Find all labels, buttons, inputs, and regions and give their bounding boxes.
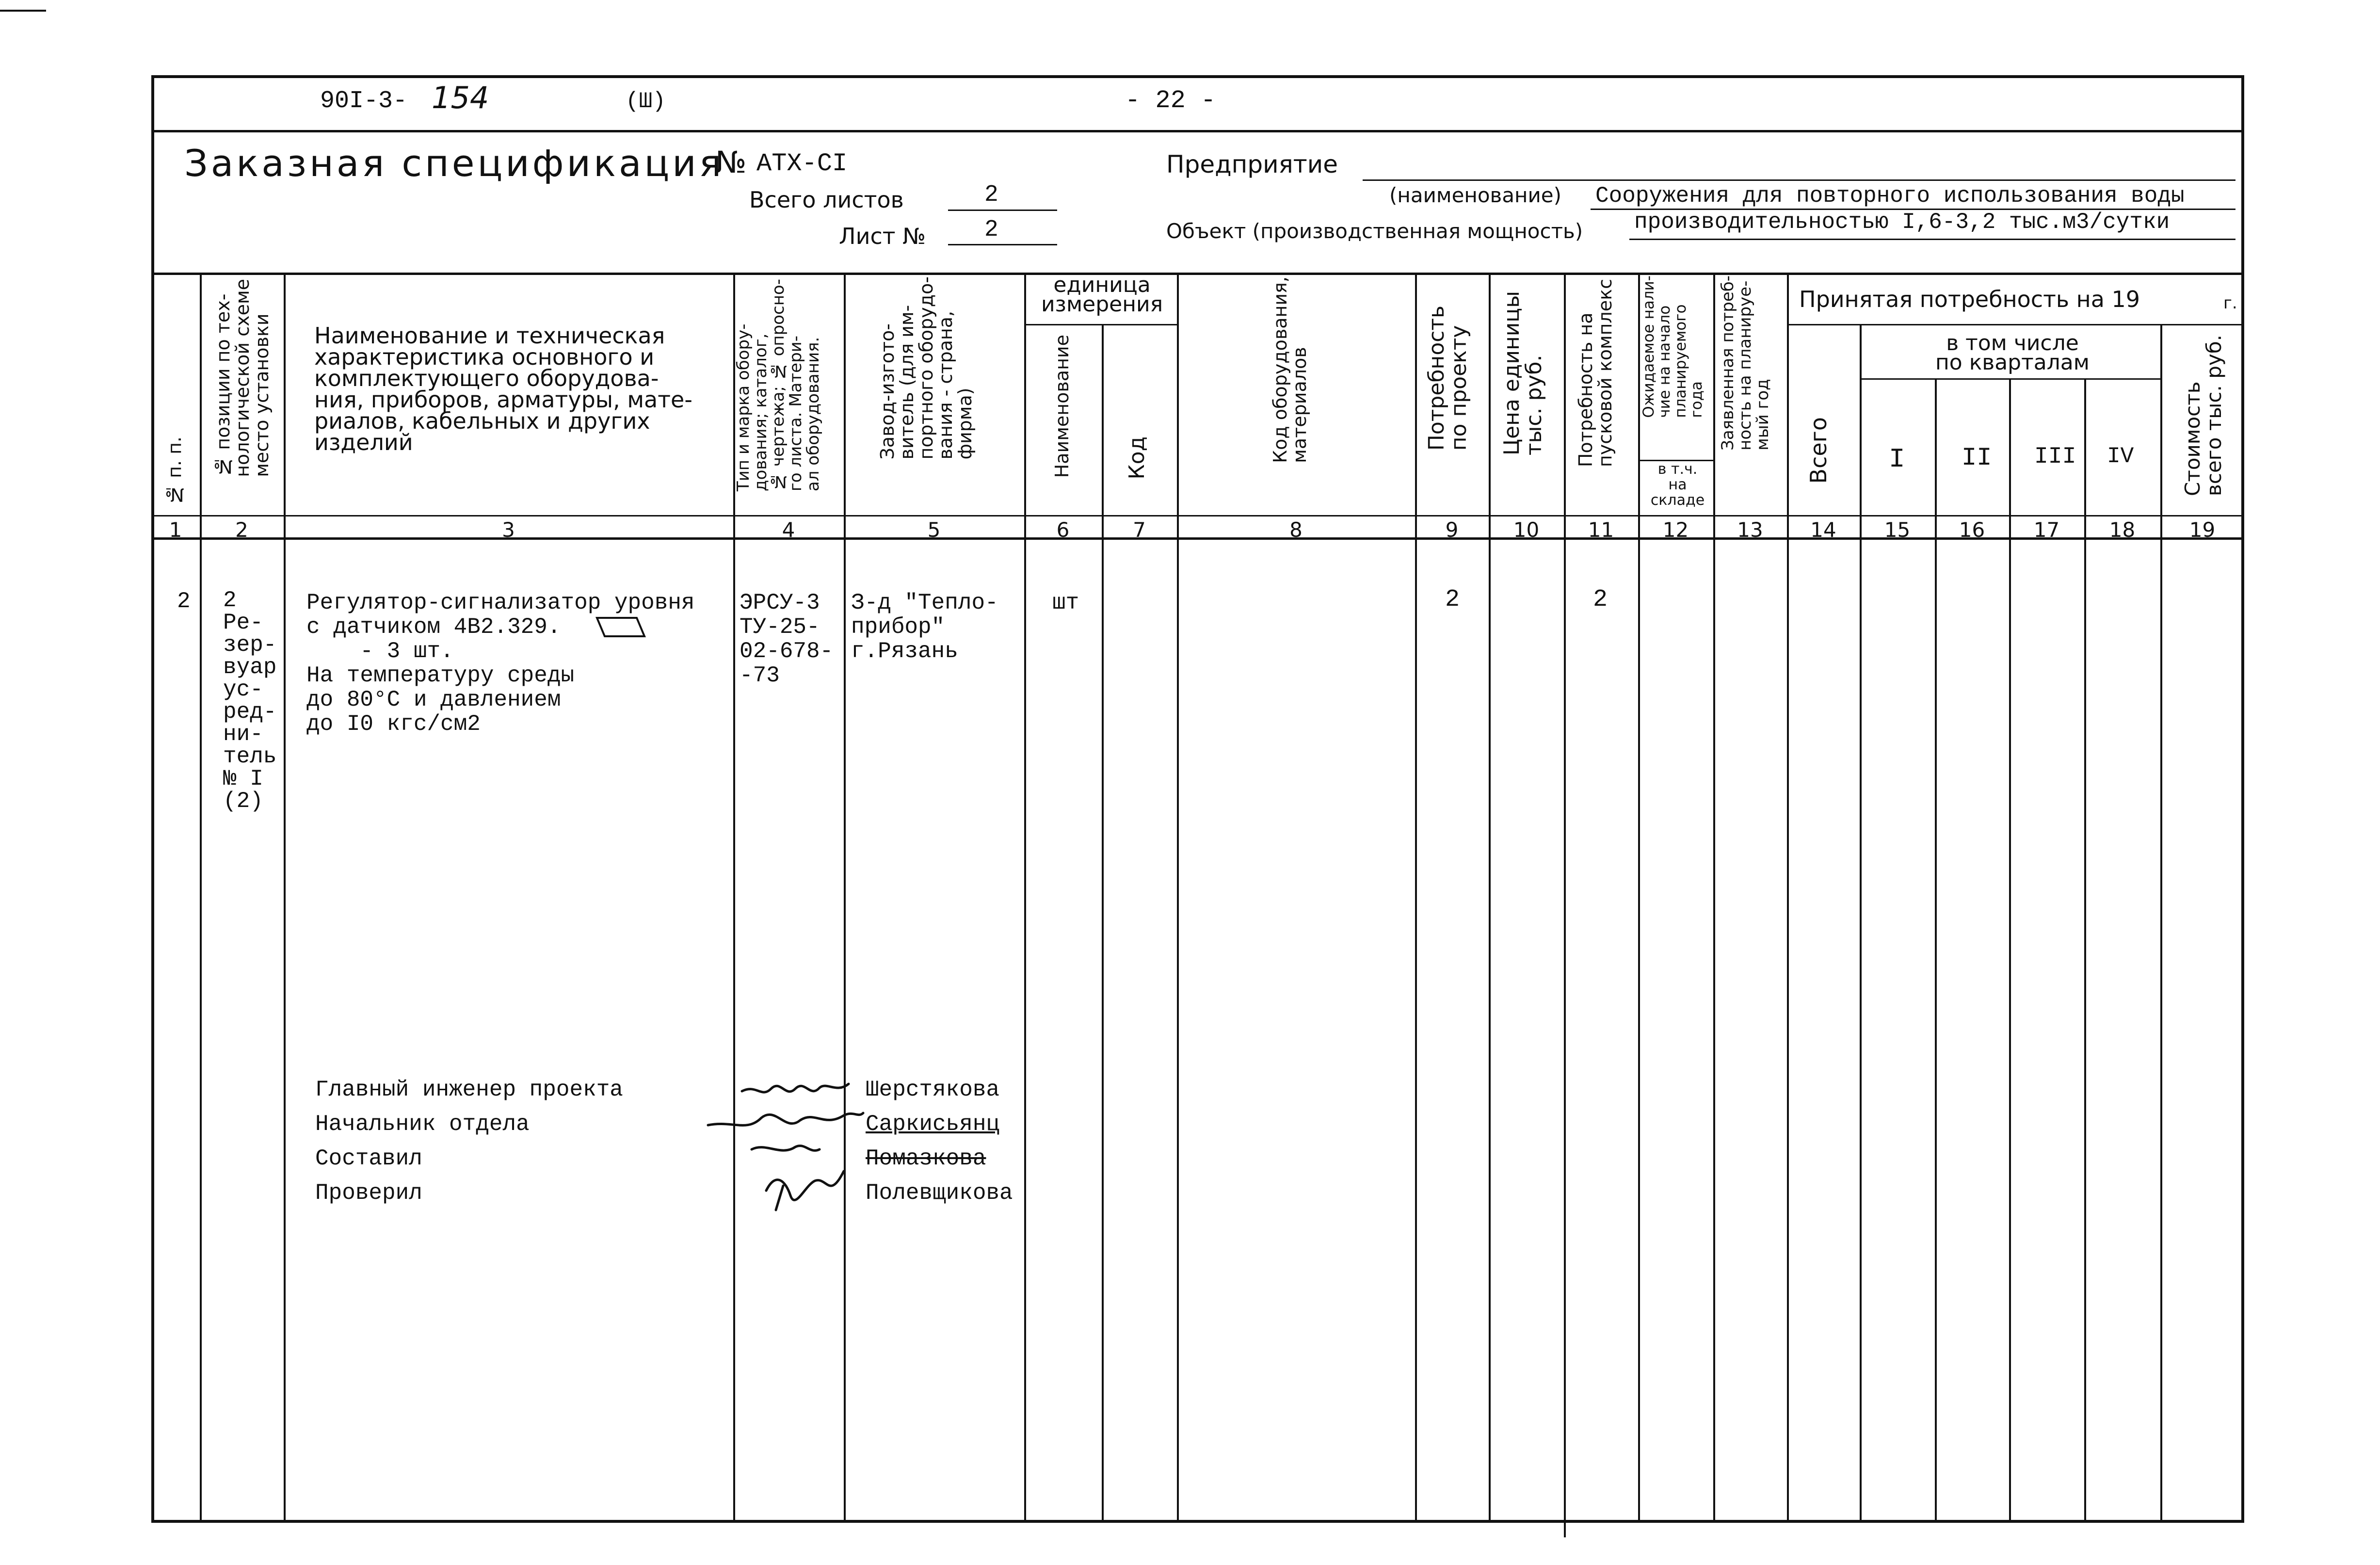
colnum-top bbox=[151, 515, 2244, 516]
col-line bbox=[1935, 378, 1937, 1523]
row-need-project: 2 bbox=[1445, 586, 1460, 613]
col-2-label: № позиции по тех- нологической схеме место установки bbox=[212, 279, 273, 477]
row-type: ЭРСУ-3 ТУ-25- 02-678- -73 bbox=[740, 590, 834, 688]
colnum-7: 7 bbox=[1133, 518, 1146, 542]
spec-number-label: № bbox=[715, 145, 747, 180]
colnum-6: 6 bbox=[1056, 518, 1070, 542]
unit-group-label: единица измерения bbox=[1041, 273, 1163, 317]
handwritten-signatures bbox=[703, 1065, 868, 1225]
col-line bbox=[1787, 273, 1789, 1523]
col-14-label: Всего bbox=[1805, 417, 1832, 484]
total-sheets-label: Всего листов bbox=[749, 187, 904, 213]
enterprise-label: Предприятие bbox=[1166, 150, 1338, 178]
col-13-label: Заявленная потреб- ность на планируе- мый год bbox=[1718, 275, 1772, 451]
colnum-14: 14 bbox=[1810, 518, 1836, 542]
table-top bbox=[151, 273, 2244, 275]
header-divider bbox=[151, 130, 2244, 132]
col-line bbox=[2009, 378, 2011, 1523]
col-6-label: Наименование bbox=[1051, 335, 1073, 478]
colnum-5: 5 bbox=[927, 518, 941, 542]
total-sheets-underline bbox=[948, 210, 1057, 211]
doc-code: 90I-3- bbox=[320, 87, 408, 115]
sign-name-4: Полевщикова bbox=[866, 1180, 1013, 1206]
col-line bbox=[1489, 273, 1491, 1523]
colnum-10: 10 bbox=[1513, 518, 1540, 542]
col-line bbox=[1564, 273, 1566, 1523]
colnum-12: 12 bbox=[1662, 518, 1689, 542]
sign-role-4: Проверил bbox=[315, 1180, 422, 1206]
col-line bbox=[844, 273, 846, 1523]
bottom-tick bbox=[1564, 1508, 1566, 1537]
col-line bbox=[2084, 378, 2086, 1523]
row-maker: З-д "Тепло- прибор" г.Рязань bbox=[851, 590, 998, 664]
sign-name-3: Помазкова bbox=[866, 1146, 986, 1171]
object-label: Объект (производственная мощность) bbox=[1166, 219, 1583, 243]
colnum-8: 8 bbox=[1289, 518, 1303, 542]
col-1-label: № п. п. bbox=[164, 436, 185, 506]
col-line bbox=[1177, 273, 1179, 1523]
col-19-label: Стоимость всего тыс. руб. bbox=[2181, 335, 2226, 496]
sheet-underline bbox=[948, 244, 1057, 245]
colnum-11: 11 bbox=[1588, 518, 1614, 542]
col-line bbox=[284, 273, 286, 1523]
spec-title: Заказная спецификация bbox=[184, 142, 724, 185]
enterprise-value: Сооружения для повторного использования воды bbox=[1595, 183, 2185, 209]
col-4-label: Тип и марка обору- дования; каталог, № чертежа; № опросно- го листа. Матери- ал оборудования. bbox=[734, 279, 823, 492]
row-name: Регулятор-сигнализатор уровня с датчиком 4В2.329. - 3 шт. На температуру среды до 80°С и давлением до I0 кгс/см2 bbox=[306, 590, 695, 737]
row-position: 2 Ре- зер- вуар ус- ред- ни- тель № I (2) bbox=[223, 588, 277, 814]
sign-role-3: Составил bbox=[315, 1146, 422, 1171]
row-need-launch: 2 bbox=[1593, 586, 1608, 613]
col-16-label: II bbox=[1962, 444, 1992, 472]
page-number: - 22 - bbox=[1125, 86, 1216, 115]
quarters-line bbox=[1860, 378, 2160, 380]
col-3-label: Наименование и техническая характеристика основного и комплектующего оборудова- ния, приборов, арматуры, мате- риалов, кабельных и других изделий bbox=[314, 323, 692, 455]
parallelogram-mark-icon bbox=[594, 615, 647, 639]
doc-code-handwritten: 154 bbox=[432, 80, 489, 115]
col-line bbox=[1713, 273, 1715, 1523]
colnum-2: 2 bbox=[235, 518, 248, 542]
object-underline bbox=[1629, 239, 2235, 240]
col-10-label: Цена единицы тыс. руб. bbox=[1499, 291, 1546, 456]
col-line bbox=[2160, 324, 2162, 1523]
enterprise-underline bbox=[1363, 179, 2235, 181]
colnum-15: 15 bbox=[1884, 518, 1911, 542]
object-value: производительностью I,6-3,2 тыс.м3/сутки bbox=[1634, 210, 2170, 235]
enterprise-hint: (наименование) bbox=[1389, 183, 1562, 207]
col-12-label: Ожидаемое нали- чие на начало планируемого года bbox=[1640, 275, 1705, 418]
sheet-label: Лист № bbox=[839, 223, 926, 249]
colnum-3: 3 bbox=[502, 518, 515, 542]
sign-role-2: Начальник отдела bbox=[315, 1112, 530, 1137]
corner-mark bbox=[0, 10, 46, 12]
accepted-label: Принятая потребность на 19 bbox=[1799, 286, 2140, 312]
total-sheets: 2 bbox=[984, 182, 998, 208]
colnum-19: 19 bbox=[2189, 518, 2216, 542]
accepted-suffix: г. bbox=[2223, 293, 2237, 313]
col-5-label: Завод-изгото- витель (для им- портного оборудо- вания - страна, фирма) bbox=[877, 276, 976, 460]
row-num: 2 bbox=[177, 589, 191, 614]
col-11-label: Потребность на пусковой комплекс bbox=[1575, 279, 1616, 468]
colnum-13: 13 bbox=[1737, 518, 1763, 542]
col-line bbox=[1415, 273, 1417, 1523]
col-9-label: Потребность по проекту bbox=[1424, 306, 1471, 451]
sign-name-1: Шерстякова bbox=[866, 1077, 1000, 1102]
sign-name-2: Саркисьянц bbox=[866, 1112, 1000, 1137]
col-line bbox=[1860, 324, 1862, 1523]
col-line bbox=[200, 273, 202, 1523]
unit-group-line bbox=[1024, 324, 1177, 325]
colnum-18: 18 bbox=[2109, 518, 2136, 542]
col-15-label: I bbox=[1889, 444, 1905, 475]
colnum-9: 9 bbox=[1445, 518, 1459, 542]
col-7-label: Код bbox=[1125, 436, 1149, 480]
colnum-16: 16 bbox=[1959, 518, 1985, 542]
colnum-1: 1 bbox=[169, 518, 182, 542]
col-line bbox=[1102, 324, 1104, 1523]
colnum-4: 4 bbox=[782, 518, 795, 542]
col-17-label: III bbox=[2034, 444, 2076, 470]
sign-role-1: Главный инженер проекта bbox=[315, 1077, 623, 1102]
colnum-17: 17 bbox=[2033, 518, 2060, 542]
accepted-line bbox=[1787, 324, 2244, 325]
row-unit: шт bbox=[1052, 590, 1079, 615]
sheet-number: 2 bbox=[984, 217, 998, 243]
col-12-sub-label: в т.ч. на складе bbox=[1650, 461, 1705, 509]
volume-mark: (Ш) bbox=[626, 89, 666, 114]
quarters-label: в том числе по кварталам bbox=[1935, 331, 2090, 375]
col-18-label: IV bbox=[2107, 444, 2134, 469]
col-line bbox=[1024, 273, 1026, 1523]
spec-number: АТХ-СI bbox=[756, 149, 848, 178]
col-8-label: Код оборудования, материалов bbox=[1270, 276, 1310, 463]
